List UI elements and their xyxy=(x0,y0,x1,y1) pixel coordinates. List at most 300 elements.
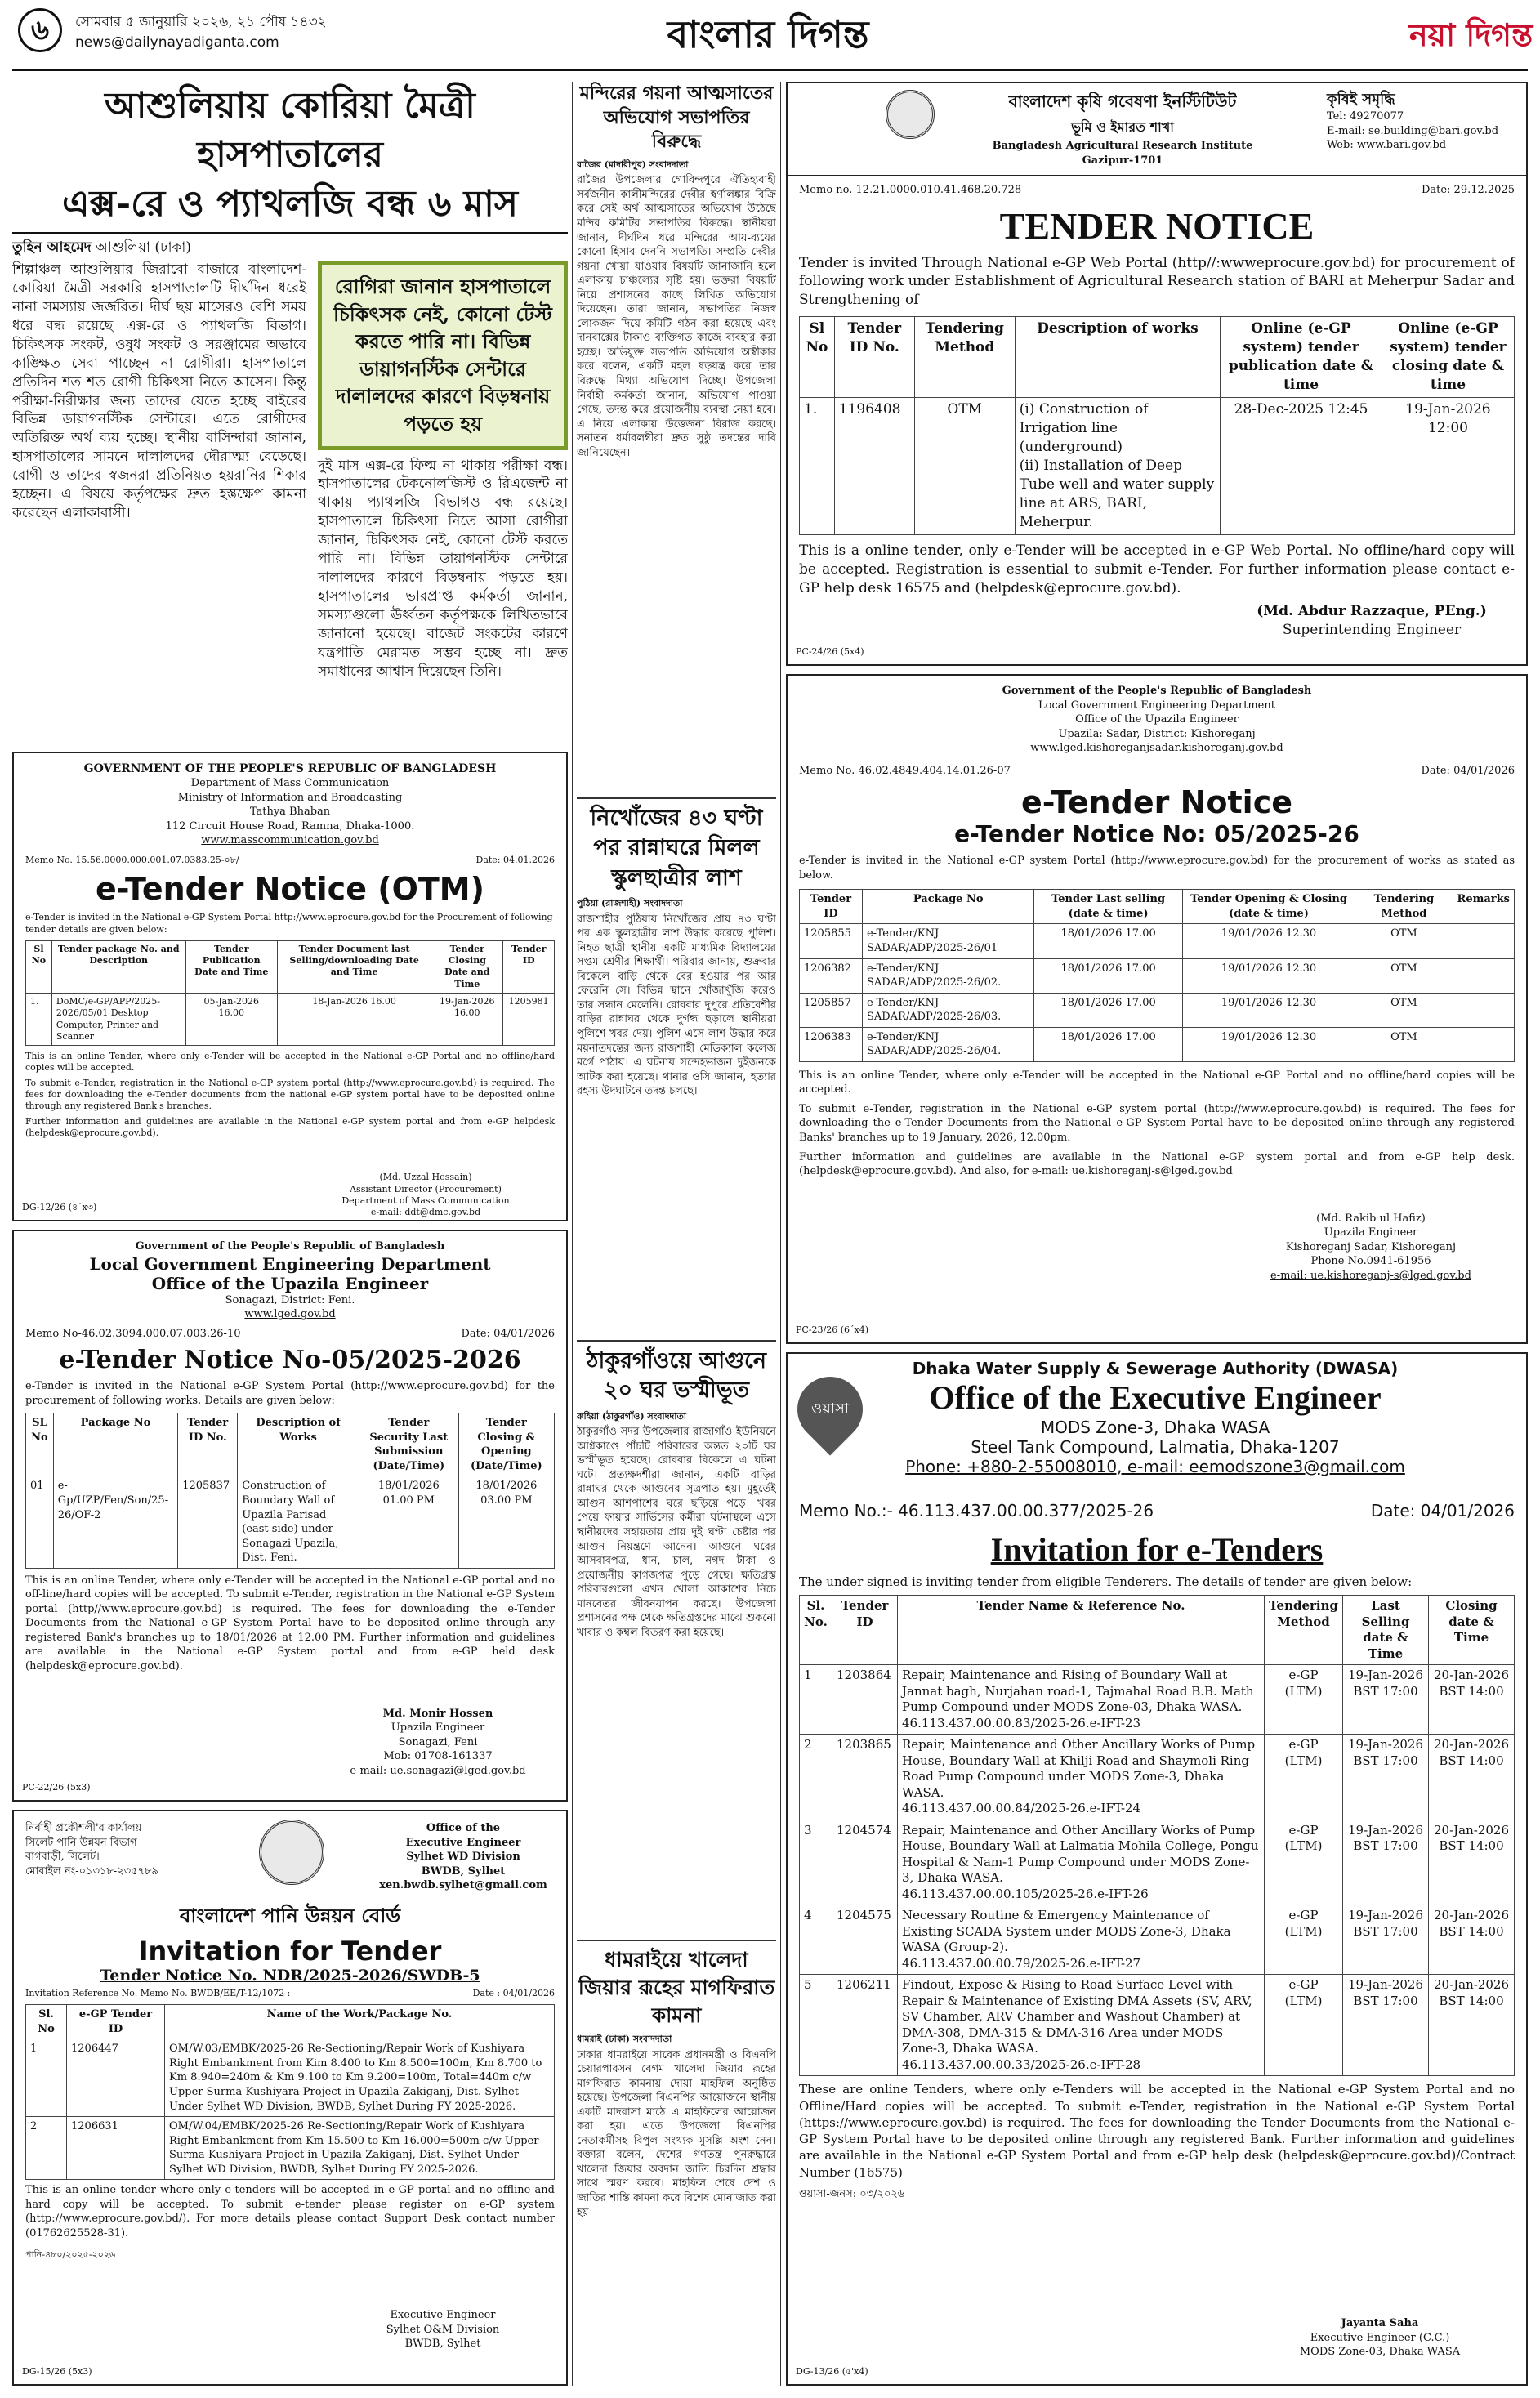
bw-right5: xen.bwdb.sylhet@gmail.com xyxy=(379,1879,547,1892)
wasa-name: Repair, Maintenance and Other Ancillary Works of Pump House, Boundary Wall at Khilji Road and Shaymoli Ring Road Pump Compound under MODS Zone-3, Dhaka WASA. xyxy=(902,1737,1256,1800)
mc-th: Tender package No. and Description xyxy=(51,940,185,993)
bari-th: Sl No xyxy=(800,317,835,398)
story-dhamrai xyxy=(577,1946,776,2386)
sg-ref: PC-22/26 (5x3) xyxy=(22,1781,91,1793)
cell: 18/01/2026 17.00 xyxy=(1034,1027,1182,1061)
wasa-name: Repair, Maintenance and Rising of Boundary Wall at Jannat bagh, Nurjahan road-1, Tajmahal Road B.B. Math Pump Compound under MODS Zone-03, Dhaka WASA. xyxy=(902,1668,1254,1715)
cell: 1206447 xyxy=(67,2039,165,2117)
bw-sig3: BWDB, Sylhet xyxy=(404,2338,481,2351)
bari-sub-bn: ভূমি ও ইমারত শাখা xyxy=(1071,119,1174,135)
table-row xyxy=(26,2039,555,2117)
cell xyxy=(1453,1027,1514,1061)
wasa-ref-no: 46.113.437.00.00.83/2025-26.e-IFT-23 xyxy=(902,1715,1141,1730)
wasa-office: Office of the Executive Engineer xyxy=(929,1379,1382,1416)
bw-board: বাংলাদেশ পানি উন্নয়ন বোর্ড xyxy=(179,1904,401,1927)
mc-gov: GOVERNMENT OF THE PEOPLE'S REPUBLIC OF BANGLADESH xyxy=(83,762,497,775)
sg-dept: Local Government Engineering Department xyxy=(89,1253,491,1274)
cell: 1 xyxy=(26,2039,67,2117)
cell: 18/01/2026 17.00 xyxy=(1034,993,1182,1027)
page-header xyxy=(0,0,1540,69)
bari-th: Online (e-GP system) tender closing date & time xyxy=(1382,317,1514,398)
kg-th: Tender Opening & Closing (date & time) xyxy=(1182,890,1355,924)
cell: 20-Jan-2026 BST 14:00 xyxy=(1429,1665,1515,1735)
cell: e-Tender/KNJ SADAR/ADP/2025-26/01 xyxy=(862,924,1033,958)
sg-signature xyxy=(319,1707,556,1779)
bari-body: This is a online tender, only e-Tender will be accepted in e-GP Web Portal. No offline/hard copy will be accepted. Registration is essential to submit e-Tender. For further information please contact e-GP help desk 16575 and (helpdesk@eprocure.gov.bd). xyxy=(799,542,1515,596)
contact-email: news@dailynayadiganta.com xyxy=(75,34,279,51)
bari-name-bn: বাংলাদেশ কৃষি গবেষণা ইনস্টিটিউট xyxy=(1008,92,1237,111)
cell: 1. xyxy=(800,398,835,535)
mc-th: Tender Closing Date and Time xyxy=(431,940,503,993)
mc-th: Tender ID xyxy=(503,940,555,993)
story-rule xyxy=(577,1340,776,1342)
bw-left4: মোবাইল নং-০১৩১৮-২৩৫৭৮৯ xyxy=(25,1864,158,1878)
table-row xyxy=(800,958,1515,993)
cell: 1205857 xyxy=(800,993,863,1027)
wasa-ref-no: 46.113.437.00.00.84/2025-26.e-IFT-24 xyxy=(902,1801,1141,1816)
bari-name-en: Bangladesh Agricultural Research Institute xyxy=(992,140,1253,152)
cell: 1205981 xyxy=(503,994,555,1046)
kg-place: Upazila: Sadar, District: Kishoreganj xyxy=(1058,727,1256,740)
story-title: ঠাকুরগাঁওয়ে আগুনে ২০ ঘর ভস্মীভূত xyxy=(587,1348,766,1404)
lead-byline-place: আশুলিয়া (ঢাকা) xyxy=(95,239,191,256)
newspaper-logo: নয়া দিগন্ত xyxy=(1409,16,1533,53)
cell: 1206383 xyxy=(800,1027,863,1061)
kg-table xyxy=(799,889,1515,1061)
story-body: রাজশাহীর পুঠিয়ায় নিখোঁজের প্রায় ৪৩ ঘণ্টা পর এক স্কুলছাত্রীর লাশ উদ্ধার করেছে পুলিশ। নিহত ছাত্রী স্থানীয় একটি মাধ্যমিক বিদ্যালয়ের সপ্তম শ্রেণীর শিক্ষার্থী। পরিবার জানায়, শুক্রবার বিকেলে বাড়ি থেকে বের হওয়ার পর আর ফেরেনি সে। বিভিন্ন স্থানে খোঁজাখুঁজি করেও তার সন্ধান মেলেনি। রোববার দুপুরে প্রতিবেশীর বাড়ির রান্নাঘর থেকে দুর্গন্ধ ছড়ালে স্থানীয়রা পুলিশে খবর দেয়। পুলিশ এসে লাশ উদ্ধার করে ময়নাতদন্তের জন্য রাজশাহী মেডিক্যাল কলেজ মর্গে পাঠায়। এ ঘটনায় সন্দেহভাজন দুইজনকে আটক করা হয়েছে। থানার ওসি জানান, হত্যার রহস্য উদঘাটনে তদন্ত চলছে। xyxy=(577,913,776,1098)
bw-date: Date : 04/01/2026 xyxy=(472,1988,555,1998)
sg-gov: Government of the People's Republic of Bangladesh xyxy=(135,1240,445,1253)
sg-date: Date: 04/01/2026 xyxy=(461,1327,555,1340)
lead-body-1: শিল্পাঞ্চল আশুলিয়ার জিরাবো বাজারে বাংলাদেশ-কোরিয়া মৈত্রী সরকারি হাসপাতালটি দীর্ঘদিন ধরেই নানা সমস্যায় জর্জরিত। দীর্ঘ ছয় মাসেরও বেশি সময় ধরে বন্ধ রয়েছে এক্স-রে ও প্যাথলজি বিভাগ। চিকিৎসক সংকট, ওষুধ সংকট ও সরঞ্জামের অভাবে কাঙ্ক্ষিত সেবা পাচ্ছেন না রোগীরা। হাসপাতালে প্রতিদিন শত শত রোগী চিকিৎসা নিতে আসেন। কিন্তু পরীক্ষা-নিরীক্ষার জন্য তাদের যেতে হচ্ছে বাইরের বিভিন্ন ডায়াগনস্টিক সেন্টারে। এতে রোগীদের অতিরিক্ত অর্থ ব্যয় হচ্ছে। স্থানীয় বাসিন্দারা জানান, হাসপাতালের সামনে দালালদের দৌরাত্ম্য বেড়েছে। রোগী ও তাদের স্বজনরা প্রতিনিয়ত হয়রানির শিকার হচ্ছেন। এ বিষয়ে কর্তৃপক্ষের দ্রুত হস্তক্ষেপ কামনা করেছেন এলাকাবাসী। xyxy=(12,261,306,522)
mc-web[interactable]: www.masscommunication.gov.bd xyxy=(201,834,379,847)
bari-th: Online (e-GP system) tender publication date & time xyxy=(1221,317,1382,398)
mc-sig-email: e-mail: ddt@dmc.gov.bd xyxy=(370,1207,481,1218)
cell xyxy=(1453,958,1514,993)
sg-intro: e-Tender is invited in the National e-GP System Portal (http://www.eprocure.gov.bd) for the procurement of following works. Details are given below: xyxy=(25,1380,555,1407)
column-rule-right xyxy=(780,82,781,2386)
bw-th: Sl. No xyxy=(26,2005,67,2039)
table-row xyxy=(800,1905,1515,1975)
cell: 19-Jan-2026 BST 17:00 xyxy=(1343,1905,1429,1975)
bari-title: TENDER NOTICE xyxy=(999,204,1315,247)
cell: e-Gp/UZP/Fen/Son/25-26/OF-2 xyxy=(53,1476,178,1568)
cell: 1 xyxy=(800,1665,832,1735)
cell: 1206631 xyxy=(67,2117,165,2180)
table-row xyxy=(800,993,1515,1027)
story-title: নিখোঁজের ৪৩ ঘণ্টা পর রান্নাঘরে মিলল স্কুলছাত্রীর লাশ xyxy=(590,806,763,891)
bw-table xyxy=(25,2004,555,2180)
sg-web[interactable]: www.lged.gov.bd xyxy=(244,1308,336,1321)
table-row xyxy=(800,1735,1515,1820)
sg-sig-name: Md. Monir Hossen xyxy=(382,1707,493,1720)
story-body: ঠাকুরগাঁও সদর উপজেলার রাজাগাঁও ইউনিয়নে অগ্নিকাণ্ডে পাঁচটি পরিবারের অন্তত ২০টি ঘর ভস্মীভূত হয়েছে। রোববার বিকেলে এ ঘটনা ঘটে। প্রত্যক্ষদর্শীরা জানান, একটি বাড়ির রান্নাঘর থেকে আগুনের সূত্রপাত হয়। মুহূর্তেই আগুন আশপাশের ঘরে ছড়িয়ে পড়ে। খবর পেয়ে ফায়ার সার্ভিসের কর্মীরা ঘটনাস্থলে এসে স্থানীয়দের সহায়তায় প্রায় দুই ঘণ্টা চেষ্টার পর আগুন নিয়ন্ত্রণে আনেন। আগুনে ঘরের আসবাবপত্র, ধান, চাল, নগদ টাকা ও প্রয়োজনীয় কাগজপত্র পুড়ে গেছে। ক্ষতিগ্রস্ত পরিবারগুলো এখন খোলা আকাশের নিচে মানবেতর জীবনযাপন করছে। উপজেলা প্রশাসনের পক্ষ থেকে ক্ষতিগ্রস্তদের মাঝে শুকনো খাবার ও কম্বল বিতরণ করা হয়েছে। xyxy=(577,1426,776,1639)
bari-tel: Tel: 49270077 xyxy=(1327,110,1404,123)
bw-title: Invitation for Tender xyxy=(138,1936,442,1967)
cell: 20-Jan-2026 BST 14:00 xyxy=(1429,1905,1515,1975)
bari-rule xyxy=(788,175,1526,176)
bw-th: Name of the Work/Package No. xyxy=(165,2005,555,2039)
mc-dept: Department of Mass Communication xyxy=(190,777,390,790)
cell: 19-Jan-2026 BST 17:00 xyxy=(1343,1820,1429,1905)
sg-sig-place: Sonagazi, Feni xyxy=(398,1735,478,1748)
kg-sig-phone: Phone No.0941-61956 xyxy=(1310,1255,1431,1268)
bari-sig-name: (Md. Abdur Razzaque, PEng.) xyxy=(1257,603,1487,620)
story-byline: ধামরাই (ঢাকা) সংবাদদাতা xyxy=(577,2034,672,2045)
bari-slogan: কৃষিই সমৃদ্ধি xyxy=(1327,91,1395,108)
sg-th: Tender Closing & Opening (Date/Time) xyxy=(458,1413,554,1476)
bari-date: Date: 29.12.2025 xyxy=(1421,184,1515,196)
wasa-th: Last Selling date & Time xyxy=(1343,1596,1429,1665)
cell: 19/01/2026 12.30 xyxy=(1182,924,1355,958)
bw-notice-no: Tender Notice No. NDR/2025-2026/SWDB-5 xyxy=(100,1967,480,1985)
ad-mass-communication xyxy=(12,752,568,1221)
wasa-ref-no: 46.113.437.00.00.33/2025-26.e-IFT-28 xyxy=(902,2056,1141,2072)
bwdb-emblem-icon xyxy=(259,1820,324,1885)
cell xyxy=(898,1665,1265,1735)
story-body: ঢাকার ধামরাইয়ে সাবেক প্রধানমন্ত্রী ও বিএনপি চেয়ারপারসন বেগম খালেদা জিয়ার রূহের মাগফিরাত কামনায় দোয়া মাহফিল অনুষ্ঠিত হয়েছে। উপজেলা বিএনপির আয়োজনে স্থানীয় একটি মাদরাসা মাঠে এ মাহফিলের আয়োজন করা হয়। এতে উপজেলা বিএনপির নেতাকর্মীসহ বিপুল সংখ্যক মুসল্লি অংশ নেন। বক্তারা বলেন, দেশের গণতন্ত্র পুনরুদ্ধারে খালেদা জিয়ার অবদান জাতি চিরদিন শ্রদ্ধার সাথে স্মরণ করবে। মাহফিল শেষে দেশ ও জাতির শান্তি কামনা করে বিশেষ মোনাজাত করা হয়। xyxy=(577,2048,776,2219)
kg-th: Tender ID xyxy=(800,890,863,924)
cell: Construction of Boundary Wall of Upazila Parisad (east side) under Sonagazi Upazila, Dist. Feni. xyxy=(238,1476,359,1568)
kg-ref: PC-23/26 (6´x4) xyxy=(796,1324,869,1335)
wasa-title: Invitation for e-Tenders xyxy=(990,1531,1324,1568)
bari-ref: PC-24/26 (5x4) xyxy=(796,645,864,657)
mc-th: Sl No xyxy=(26,940,52,993)
cell: 2 xyxy=(800,1735,832,1820)
kg-p1: This is an online Tender, where only e-Tender will be accepted in the National e-GP Portal and no offline/hard copies will be accepted. xyxy=(799,1069,1515,1096)
table-row xyxy=(800,1027,1515,1061)
wasa-name: Repair, Maintenance and Other Ancillary Works of Pump House, Boundary Wall at Lalmatia Mohila College, Pongu Hospital & Nam-1 Pump Compound under MODS Zone-3, Dhaka WASA. xyxy=(902,1822,1259,1886)
mc-memo: Memo No. 15.56.0000.000.001.07.0383.25-০৮/ xyxy=(25,854,239,865)
bari-work-1: (i) Construction of Irrigation line (underground) xyxy=(1019,401,1149,455)
wasa-th: Tender Name & Reference No. xyxy=(898,1596,1265,1665)
cell: 01 xyxy=(26,1476,54,1568)
cell: e-Tender/KNJ SADAR/ADP/2025-26/02. xyxy=(862,958,1033,993)
kg-sig-title: Upazila Engineer xyxy=(1324,1226,1418,1239)
issue-date: সোমবার ৫ জানুয়ারি ২০২৬, ২১ পৌষ ১৪৩২ xyxy=(75,14,327,30)
lead-rule xyxy=(12,232,568,234)
bw-body: This is an online tender where only e-tenders will be accepted in e-GP portal and no offline and hard copy will be accepted. To submit e-tender please register on e-GP system (http://www.eprocure.gov.bd/). For more details please contact Support Desk contact number (01762625528-31). xyxy=(25,2184,555,2239)
kg-th: Remarks xyxy=(1453,890,1514,924)
bari-work-2: (ii) Installation of Deep Tube well and water supply line at ARS, BARI, Meherpur. xyxy=(1019,457,1215,530)
mc-signature xyxy=(303,1172,548,1218)
bw-th: e-GP Tender ID xyxy=(67,2005,165,2039)
cell: e-GP (LTM) xyxy=(1265,1820,1343,1905)
wasa-ref: DG-13/26 (৫'x4) xyxy=(796,2365,868,2377)
wasa-body: These are online Tenders, where only e-Tenders will be accepted in the National e-GP System Portal and no Offline/Hard copies will be accepted. To submit e-Tender, registration in the National e-GP System Portal (https://www.eprocure.gov.bd) is required. The fees for downloading the Tender Documents from the National e-GP System Portal have to be deposited online through any registered Bank. Further information and guidelines are available in the National e-GP System Portal and from e-GP help desk (helpdesk@eprocure.gov.bd)/Contract Number (16575) xyxy=(799,2082,1515,2180)
cell: 1206382 xyxy=(800,958,863,993)
wasa-addr: Steel Tank Compound, Lalmatia, Dhaka-1207 xyxy=(971,1437,1340,1457)
cell: 19-Jan-2026 16.00 xyxy=(431,994,503,1046)
cell: 1203864 xyxy=(832,1665,898,1735)
wasa-sig-zone: MODS Zone-03, Dhaka WASA xyxy=(1299,2346,1461,2359)
bari-email: E-mail: se.building@bari.gov.bd xyxy=(1327,124,1499,137)
table-row xyxy=(26,994,555,1046)
cell: OM/W.04/EMBK/2025-26 Re-Sectioning/Repair Work of Kushiyara Right Embankment from Km 15.500 to Km 16.000=500m c/w Upper Surma-Kushiyara Project in Upazila-Zakiganj, Dist. Sylhet Under Sylhet WD Division, BWDB, Sylhet During FY 2025-2026. xyxy=(165,2117,555,2180)
cell: 3 xyxy=(800,1820,832,1905)
story-title: মন্দিরের গয়না আত্মসাতের অভিযোগ সভাপতির বিরুদ্ধে xyxy=(579,83,774,153)
cell: 20-Jan-2026 BST 14:00 xyxy=(1429,1735,1515,1820)
mc-bhaban: Tathya Bhaban xyxy=(249,806,331,819)
cell: 20-Jan-2026 BST 14:00 xyxy=(1429,1975,1515,2076)
wasa-phone: Phone: +880-2-55008010, e-mail: eemodszone3@gmail.com xyxy=(905,1457,1405,1476)
lead-headline-2: এক্স-রে ও প্যাথলজি বন্ধ ৬ মাস xyxy=(62,183,518,225)
pull-quote: রোগিরা জানান হাসপাতালে চিকিৎসক নেই, কোনো টেস্ট করতে পারি না। বিভিন্ন ডায়াগনস্টিক সেন্টারে দালালদের কারণে বিড়ম্বনায় পড়তে হয় xyxy=(318,261,568,450)
bw-pani: পানি-৪৮০/২০২৫-২০২৬ xyxy=(25,2248,116,2260)
bw-right1: Office of the xyxy=(426,1822,501,1834)
kg-sig-email: e-mail: ue.kishoreganj-s@lged.gov.bd xyxy=(1270,1269,1471,1282)
ad-kishoreganj-lged xyxy=(786,674,1528,1344)
cell: 19-Jan-2026 BST 17:00 xyxy=(1343,1975,1429,2076)
ad-sonagazi-lged xyxy=(12,1230,568,1802)
mc-ministry: Ministry of Information and Broadcasting xyxy=(177,791,403,804)
cell: 18/01/2026 03.00 PM xyxy=(458,1476,554,1568)
table-row xyxy=(800,1820,1515,1905)
header-rule xyxy=(12,69,1528,71)
cell: 4 xyxy=(800,1905,832,1975)
bw-right4: BWDB, Sylhet xyxy=(421,1864,506,1878)
section-title: বাংলার দিগন্ত xyxy=(667,12,869,56)
kg-th: Package No xyxy=(862,890,1033,924)
wasa-sig-title: Executive Engineer (C.C.) xyxy=(1310,2331,1450,2344)
story-rule xyxy=(577,797,776,799)
cell: OTM xyxy=(1355,993,1453,1027)
sg-office: Office of the Upazila Engineer xyxy=(151,1273,429,1293)
story-fire xyxy=(577,1346,776,1935)
wasa-ref-bn: ওয়াসা-জনস: ০৩/২০২৬ xyxy=(799,2187,905,2200)
cell: 19-Jan-2026 BST 17:00 xyxy=(1343,1665,1429,1735)
wasa-drop-icon xyxy=(786,1363,877,1455)
table-row xyxy=(800,924,1515,958)
kg-web[interactable]: www.lged.kishoreganjsadar.kishoreganj.gov.bd xyxy=(1030,742,1283,755)
mc-p1: This is an online Tender, where only e-Tender will be accepted in the National e-GP Portal and no offline/hard copies will be accepted. xyxy=(25,1051,555,1074)
wasa-ref-no: 46.113.437.00.00.79/2025-26.e-IFT-27 xyxy=(902,1955,1141,1971)
cell: OM/W.03/EMBK/2025-26 Re-Sectioning/Repair Work of Kushiyara Right Embankment from Kim 8.400 to Km 8.500=100m, Km 8.700 to Km 8.940=240m & Km 9.100 to Km 9.200=100m, Total=440m c/w Upper Surma-Kushiyara Project in Upazila-Zakiganj, Dist. Sylhet Under Sylhet WD Division, BWDB, Sylhet During FY 2025-2026. xyxy=(165,2039,555,2117)
mc-address: 112 Circuit House Road, Ramna, Dhaka-1000. xyxy=(165,819,415,833)
bari-contact xyxy=(1327,90,1523,153)
lead-story xyxy=(12,82,568,744)
story-byline: পুঠিয়া (রাজশাহী) সংবাদদাতা xyxy=(577,898,683,909)
cell: 1204574 xyxy=(832,1820,898,1905)
mc-ref: DG-12/26 (৪´x৩) xyxy=(22,1201,97,1212)
bari-signature xyxy=(1229,602,1515,640)
bari-intro: Tender is invited Through National e-GP Web Portal (http//:wwweprocure.gov.bd) for procurement of following work under Establishment of Agricultural Research station of BARI at Meherpur Sadar and Strengthening of xyxy=(799,254,1515,309)
cell: 18/01/2026 01.00 PM xyxy=(359,1476,458,1568)
cell: 1205837 xyxy=(178,1476,238,1568)
ad-bari xyxy=(786,82,1528,666)
wasa-th: Tender ID xyxy=(832,1596,898,1665)
wasa-sig-name: Jayanta Saha xyxy=(1341,2317,1419,2330)
kg-signature xyxy=(1224,1212,1518,1284)
wasa-head xyxy=(877,1359,1433,1476)
sg-th: Tender ID No. xyxy=(178,1413,238,1476)
mc-date: Date: 04.01.2026 xyxy=(475,854,555,865)
cell: 05-Jan-2026 16.00 xyxy=(185,994,278,1046)
bari-place: Gazipur-1701 xyxy=(1082,154,1163,167)
kg-th: Tendering Method xyxy=(1355,890,1453,924)
sg-sig-email: e-mail: ue.sonagazi@lged.gov.bd xyxy=(350,1764,526,1777)
sg-place: Sonagazi, District: Feni. xyxy=(225,1293,355,1306)
bari-web[interactable]: Web: www.bari.gov.bd xyxy=(1327,139,1447,152)
cell: 20-Jan-2026 BST 14:00 xyxy=(1429,1820,1515,1905)
wasa-table xyxy=(799,1595,1515,2076)
table-row xyxy=(26,1476,555,1568)
mc-sig-dept: Department of Mass Communication xyxy=(341,1195,510,1206)
kg-p3: Further information and guidelines are available in the National e-GP system portal and from e-GP help desk. (helpdesk@eprocure.gov.bd). And also, for e-mail: ue.kishoreganj-s@lged.gov.bd xyxy=(799,1150,1515,1178)
cell: 5 xyxy=(800,1975,832,2076)
bw-sig2: Sylhet O&M Division xyxy=(386,2323,500,2336)
mc-sig-name: (Md. Uzzal Hossain) xyxy=(379,1172,472,1183)
cell: 18/01/2026 17.00 xyxy=(1034,958,1182,993)
cell: OTM xyxy=(1355,958,1453,993)
cell xyxy=(898,1905,1265,1975)
cell: 19/01/2026 12.30 xyxy=(1182,958,1355,993)
bw-right-block xyxy=(373,1821,553,1893)
sg-title: e-Tender Notice No-05/2025-2026 xyxy=(59,1346,521,1375)
column-rule-left xyxy=(572,82,573,2386)
cell xyxy=(1453,993,1514,1027)
wasa-date: Date: 04/01/2026 xyxy=(1370,1501,1515,1521)
bari-name-block xyxy=(943,90,1302,167)
kg-sub: e-Tender Notice No: 05/2025-26 xyxy=(954,820,1359,848)
mc-th: Tender Publication Date and Time xyxy=(185,940,278,993)
lead-byline-name: তুহিন আহমেদ xyxy=(12,239,92,256)
lead-headline-1: আশুলিয়ায় কোরিয়া মৈত্রী হাসপাতালের xyxy=(105,85,475,176)
sg-sig-title: Upazila Engineer xyxy=(391,1721,485,1735)
cell: OTM xyxy=(1355,1027,1453,1061)
middle-column xyxy=(577,82,776,2386)
kg-sig-name: (Md. Rakib ul Hafiz) xyxy=(1316,1212,1426,1225)
bari-th: Description of works xyxy=(1015,317,1220,398)
story-byline: রাজৈর (মাদারীপুর) সংবাদদাতা xyxy=(577,159,689,171)
cell xyxy=(898,1975,1265,2076)
bw-right3: Sylhet WD Division xyxy=(406,1851,520,1864)
mc-p3: Further information and guidelines are available in the National e-GP system portal and from e-GP helpdesk (helpdesk@eprocure.gov.bd). xyxy=(25,1115,555,1138)
wasa-zone: MODS Zone-3, Dhaka WASA xyxy=(1040,1418,1270,1437)
cell: 2 xyxy=(26,2117,67,2180)
kg-intro: e-Tender is invited in the National e-GP system Portal (http://www.eprocure.gov.bd) for the procurement of works as stated as below. xyxy=(799,855,1515,882)
wasa-signature xyxy=(1245,2316,1515,2360)
wasa-th: Closing date & Time xyxy=(1429,1596,1515,1665)
kg-memo: Memo No. 46.02.4849.404.14.01.26-07 xyxy=(799,764,1011,777)
cell: 1206211 xyxy=(832,1975,898,2076)
kg-title: e-Tender Notice xyxy=(1021,784,1292,821)
lead-byline xyxy=(12,239,568,257)
story-rule xyxy=(577,1940,776,1941)
wasa-name: Necessary Routine & Emergency Maintenance of Existing SCADA System under MODS Zone-3, Dhaka WASA (Group-2). xyxy=(902,1908,1231,1955)
table-row xyxy=(26,2117,555,2180)
sg-th: Description of Works xyxy=(238,1413,359,1476)
cell: 19-Jan-2026 12:00 xyxy=(1382,398,1514,535)
cell: DoMC/e-GP/APP/2025-2026/05/01 Desktop Computer, Printer and Scanner xyxy=(51,994,185,1046)
cell: 1. xyxy=(26,994,52,1046)
wasa-label: ওয়াসা xyxy=(810,1400,850,1418)
cell: OTM xyxy=(1355,924,1453,958)
bari-memo: Memo no. 12.21.0000.010.41.468.20.728 xyxy=(799,184,1022,196)
cell xyxy=(898,1735,1265,1820)
bari-th: Tendering Method xyxy=(914,317,1015,398)
wasa-ref-no: 46.113.437.00.00.105/2025-26.e-IFT-26 xyxy=(902,1886,1149,1901)
bw-left3: বাগবাড়ী, সিলেট। xyxy=(25,1851,100,1864)
kg-gov: Government of the People's Republic of Bangladesh xyxy=(1002,685,1312,697)
cell: 28-Dec-2025 12:45 xyxy=(1221,398,1382,535)
bw-signature xyxy=(341,2308,545,2351)
bw-left-block xyxy=(25,1821,238,1878)
cell: e-GP (LTM) xyxy=(1265,1975,1343,2076)
cell xyxy=(898,1820,1265,1905)
kg-dept: Local Government Engineering Department xyxy=(1038,699,1275,712)
cell xyxy=(1453,924,1514,958)
cell: 19/01/2026 12.30 xyxy=(1182,1027,1355,1061)
cell: 1196408 xyxy=(834,398,914,535)
bari-emblem-icon xyxy=(886,90,935,139)
kg-sig-place: Kishoreganj Sadar, Kishoreganj xyxy=(1285,1240,1457,1253)
cell: 1204575 xyxy=(832,1905,898,1975)
mc-title: e-Tender Notice (OTM) xyxy=(95,871,484,908)
kg-office: Office of the Upazila Engineer xyxy=(1075,713,1239,726)
page-number: ৬ xyxy=(18,8,62,52)
sg-th: Tender Security Last Submission (Date/Time) xyxy=(359,1413,458,1476)
mc-sig-title: Assistant Director (Procurement) xyxy=(350,1183,502,1195)
sg-th: Package No xyxy=(53,1413,178,1476)
table-row xyxy=(800,398,1515,535)
bari-sig-title: Superintending Engineer xyxy=(1282,622,1462,639)
kg-date: Date: 04/01/2026 xyxy=(1421,764,1515,777)
cell: e-GP (LTM) xyxy=(1265,1735,1343,1820)
bw-right2: Executive Engineer xyxy=(405,1836,521,1849)
bari-table xyxy=(799,316,1515,534)
mc-p2: To submit e-Tender, registration in the National e-GP system portal (http://www.eprocure.gov.bd) is required. The fees for downloading the e-Tender documents from the national e-GP system portal have to be deposited online through any registered Bank's branches. xyxy=(25,1077,555,1112)
cell: 1205855 xyxy=(800,924,863,958)
lead-body-2: দুই মাস এক্স-রে ফিল্ম না থাকায় পরীক্ষা বন্ধ। হাসপাতালের টেকনোলজিস্ট ও রিএজেন্ট না থাকায় প্যাথলজি বিভাগও বন্ধ রয়েছে। হাসপাতালে চিকিৎসা নিতে আসা রোগীরা জানান, চিকিৎসক নেই, কোনো টেস্ট করতে পারি না। বিভিন্ন ডায়াগনস্টিক সেন্টারে দালালদের কারণে বিড়ম্বনায় পড়তে হয়। হাসপাতালের ভারপ্রাপ্ত কর্মকর্তা জানান, সমস্যাগুলো ঊর্ধ্বতন কর্তৃপক্ষকে লিখিতভাবে জানানো হয়েছে। বাজেট সংকটের কারণে যন্ত্রপাতি মেরামত সম্ভব হচ্ছে না। দ্রুত সমাধানের আশ্বাস দিয়েছেন তিনি। xyxy=(318,457,568,680)
sg-memo: Memo No-46.02.3094.000.07.003.26-10 xyxy=(25,1327,241,1340)
cell: e-Tender/KNJ SADAR/ADP/2025-26/04. xyxy=(862,1027,1033,1061)
bw-left1: নির্বাহী প্রকৌশলী'র কার্যালয় xyxy=(25,1822,142,1834)
table-row xyxy=(800,1665,1515,1735)
story-student xyxy=(577,804,776,1335)
bw-left2: সিলেট পানি উন্নয়ন বিভাগ xyxy=(25,1836,137,1849)
bw-ref-no: Invitation Reference No. Memo No. BWDB/EE/T-12/1072 : xyxy=(25,1988,291,1998)
table-row xyxy=(800,1975,1515,2076)
wasa-name: Findout, Expose & Rising to Road Surface Level with Repair & Maintenance of Existing DMA Assets (SV, ARV, SV Chamber, ARV Chamber and Washout Chamber) at DMA-308, DMA-315 & DMA-316 Area under MODS Zone-3, Dhaka WASA. xyxy=(902,1977,1252,2056)
cell: 19-Jan-2026 BST 17:00 xyxy=(1343,1735,1429,1820)
cell: 18-Jan-2026 16.00 xyxy=(278,994,431,1046)
wasa-th: Tendering Method xyxy=(1265,1596,1343,1665)
bw-ref: DG-15/26 (5x3) xyxy=(22,2365,92,2377)
bari-th: Tender ID No. xyxy=(834,317,914,398)
sg-sig-mob: Mob: 01708-161337 xyxy=(383,1750,493,1763)
ad-dwasa xyxy=(786,1352,1528,2386)
story-title: ধামরাইয়ে খালেদা জিয়ার রূহের মাগফিরাত কামনা xyxy=(578,1948,775,2027)
wasa-th: Sl. No. xyxy=(800,1596,832,1665)
cell: 1203865 xyxy=(832,1735,898,1820)
ad-bwdb-sylhet xyxy=(12,1810,568,2386)
mc-table xyxy=(25,940,555,1046)
cell: e-GP (LTM) xyxy=(1265,1905,1343,1975)
cell: 18/01/2026 17.00 xyxy=(1034,924,1182,958)
sg-th: SL No xyxy=(26,1413,54,1476)
kg-p2: To submit e-Tender, registration in the National e-GP system portal (http://www.eprocure.gov.bd) is required. The fees for downloading the e-Tender Documents from the National e-GP System Portal have to be deposited online through any registered Banks' branches up to 19 January, 2026, 12.00pm. xyxy=(799,1102,1515,1145)
bw-sig1: Executive Engineer xyxy=(390,2309,496,2322)
cell: OTM xyxy=(914,398,1015,535)
mc-intro: e-Tender is invited in the National e-GP System Portal http://www.eprocure.gov.bd for the Procurement of following tender details are given below: xyxy=(25,912,553,935)
story-body: রাজৈর উপজেলার গোবিন্দপুরে ঐতিহ্যবাহী সর্বজনীন কালীমন্দিরের দেবীর স্বর্ণালঙ্কার বিক্রি করে সেই অর্থ আত্মসাতের অভিযোগ উঠেছে মন্দির কমিটির সভাপতির বিরুদ্ধে। স্থানীয়রা জানান, দীর্ঘদিন ধরে মন্দিরের আয়-ব্যয়ের কোনো হিসাব দেননি সভাপতি। সম্প্রতি দেবীর গয়না খোয়া যাওয়ার বিষয়টি জানাজানি হলে এলাকায় চাঞ্চল্যের সৃষ্টি হয়। ভক্তরা বিষয়টি নিয়ে প্রশাসনের কাছে লিখিত অভিযোগ দিয়েছেন। তারা জানান, সভাপতির নিজস্ব লোকজন দিয়ে কমিটি গঠন করা হয়েছে এবং দানবাক্সের টাকাও ব্যক্তিগত কাজে ব্যবহার করা হচ্ছে। অভিযুক্ত সভাপতি অভিযোগ অস্বীকার করে বলেন, একটি মহল ষড়যন্ত্র করে তার বিরুদ্ধে মিথ্যা অভিযোগ দিচ্ছে। উপজেলা নির্বাহী কর্মকর্তা জানান, অভিযোগ পাওয়া গেছে, তদন্ত করে প্রয়োজনীয় ব্যবস্থা নেয়া হবে। এ নিয়ে এলাকায় উত্তেজনা বিরাজ করছে। সনাতন ধর্মাবলম্বীরা দ্রুত সুষ্ঠু তদন্তের দাবি জানিয়েছেন। xyxy=(577,174,776,459)
story-temple xyxy=(577,82,776,793)
sg-table xyxy=(25,1413,555,1568)
wasa-intro: The under signed is inviting tender from eligible Tenderers. The details of tender are given below: xyxy=(799,1574,1413,1589)
mc-th: Tender Document last Selling/downloading Date and Time xyxy=(278,940,431,993)
kg-th: Tender Last selling (date & time) xyxy=(1034,890,1182,924)
